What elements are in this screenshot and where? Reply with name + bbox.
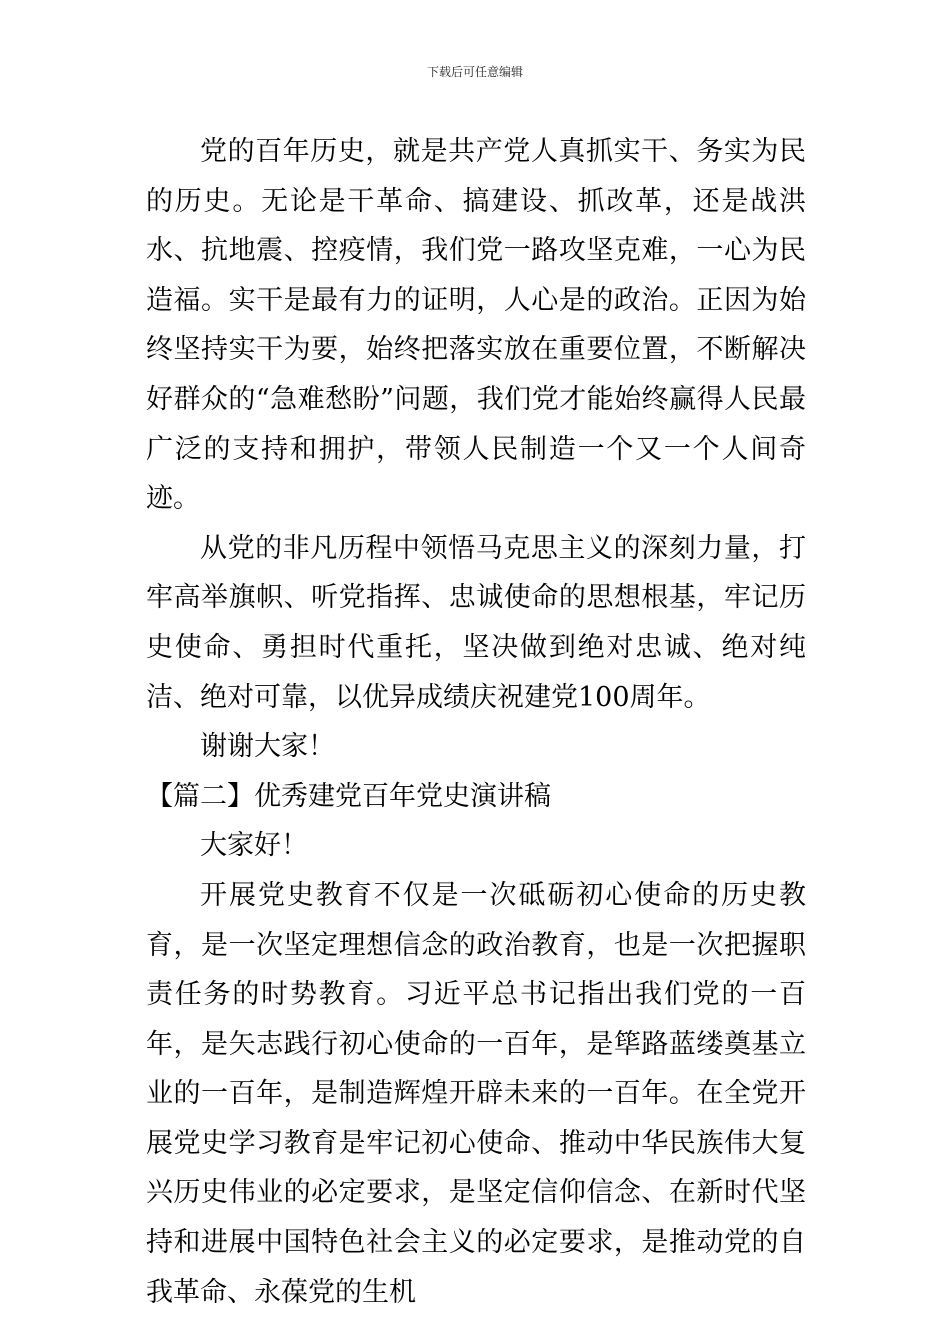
paragraph-history-education: 开展党史教育不仅是一次砥砺初心使命的历史教育，是一次坚定理想信念的政治教育，也是一次把握职责任务的时势教育。习近平总书记指出我们党的一百年，是矢志践行初心使命的一百年，是筚路蓝缕奠基立业的一百年，是制造辉煌开辟未来的一百年。在全党开展党史学习教育是牢记初心使命、推动中华民族伟大复兴历史伟业的必定要求，是坚定信仰信念、在新时代坚持和进展中国特色社会主义的必定要求，是推动党的自我革命、永葆党的生机 (146, 879, 806, 1308)
paragraph-greeting: 大家好！ (200, 830, 308, 862)
page-header-note: 下载后可任意编辑 (426, 65, 523, 79)
paragraph-thanks: 谢谢大家！ (200, 731, 335, 763)
paragraph-party-history-practice: 党的百年历史，就是共产党人真抓实干、务实为民的历史。无论是干革命、搞建设、抓改革，还是战洪水、抗地震、控疫情，我们党一路攻坚克难，一心为民造福。实干是最有力的证明，人心是的政治。正因为始终坚持实干为要，始终把落实放在重要位置，不断解决好群众的“急难愁盼”问题，我们党才能始终赢得人民最广泛的支持和拥护，带领人民制造一个又一个人间奇迹。 (146, 136, 806, 515)
paragraph-marxism-power: 从党的非凡历程中领悟马克思主义的深刻力量，打牢高举旗帜、听党指挥、忠诚使命的思想根基，牢记历史使命、勇担时代重托，坚决做到绝对忠诚、绝对纯洁、绝对可靠，以优异成绩庆祝建党100周年。 (146, 532, 806, 713)
section-heading: 【篇二】优秀建党百年党史演讲稿 (146, 780, 551, 812)
document-body (146, 127, 806, 1317)
